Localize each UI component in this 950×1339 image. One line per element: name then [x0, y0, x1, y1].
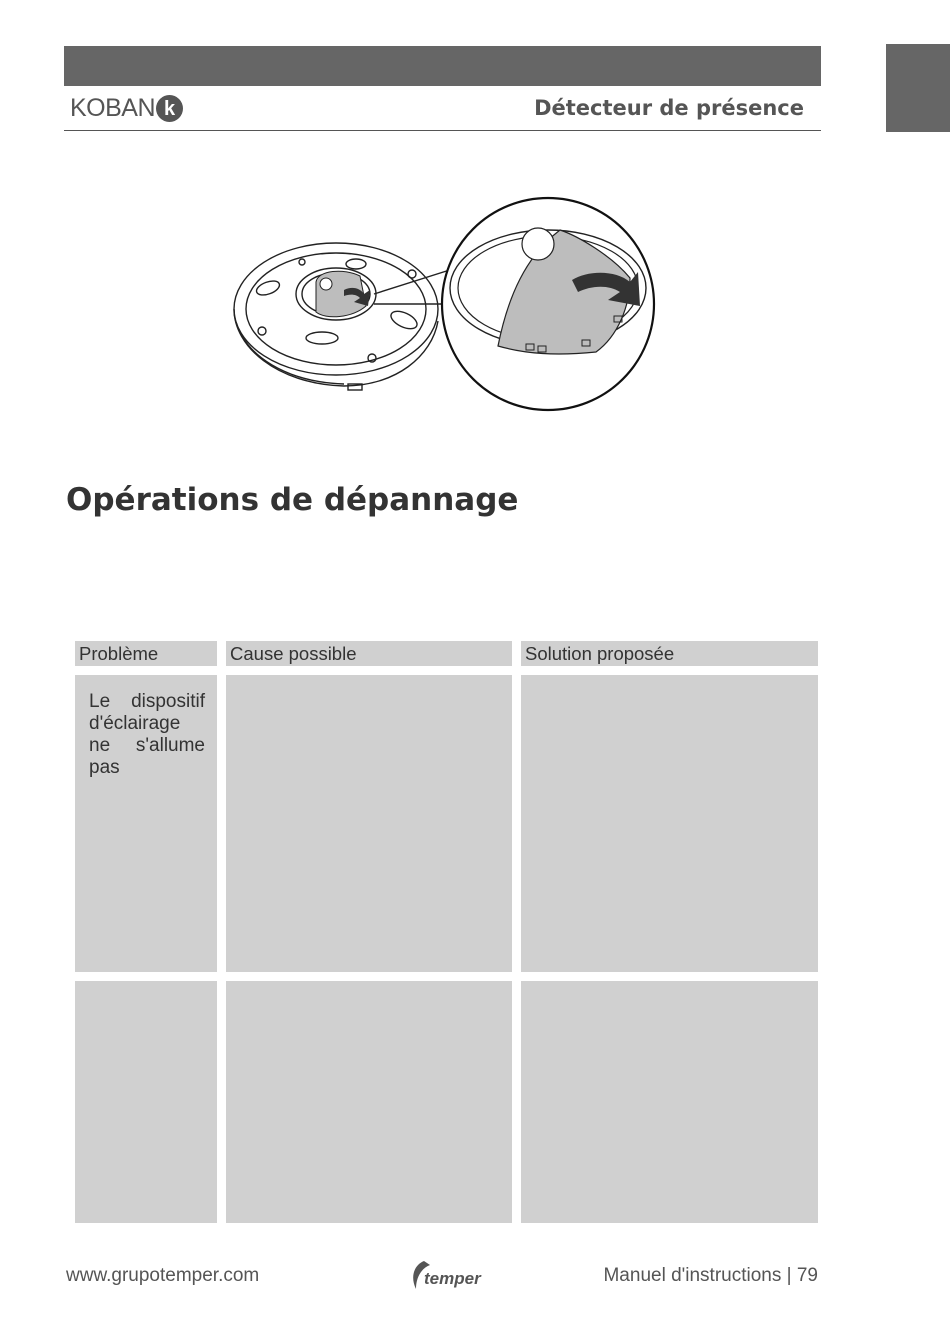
brand-name: KOBAN [70, 94, 156, 122]
temper-logo [410, 1257, 482, 1293]
table-cell-solution [521, 675, 818, 972]
footer-website-link[interactable]: www.grupotemper.com [66, 1265, 260, 1286]
page-header [64, 88, 821, 131]
problem-text: Le dispositif d'éclairage ne s'allume pas [89, 691, 205, 778]
detector-base-cover-removal-diagram [226, 196, 662, 414]
brand-mark-icon: k [156, 95, 183, 122]
page-number: Manuel d'instructions | 79 [603, 1265, 818, 1286]
table-header-solution: Solution proposée [521, 641, 818, 666]
table-cell-cause [226, 981, 512, 1223]
chapter-tab [886, 44, 950, 132]
header-bar [64, 46, 821, 86]
section-title: Opérations de dépannage [66, 482, 519, 518]
document-title: Détecteur de présence [534, 96, 804, 120]
table-header-cause: Cause possible [226, 641, 512, 666]
table-cell-solution [521, 981, 818, 1223]
temper-logo-text: temper [424, 1269, 481, 1288]
table-cell-cause [226, 675, 512, 972]
table-cell-problem [75, 981, 217, 1223]
table-header-problem: Problème [75, 641, 217, 666]
koban-logo [70, 94, 183, 123]
